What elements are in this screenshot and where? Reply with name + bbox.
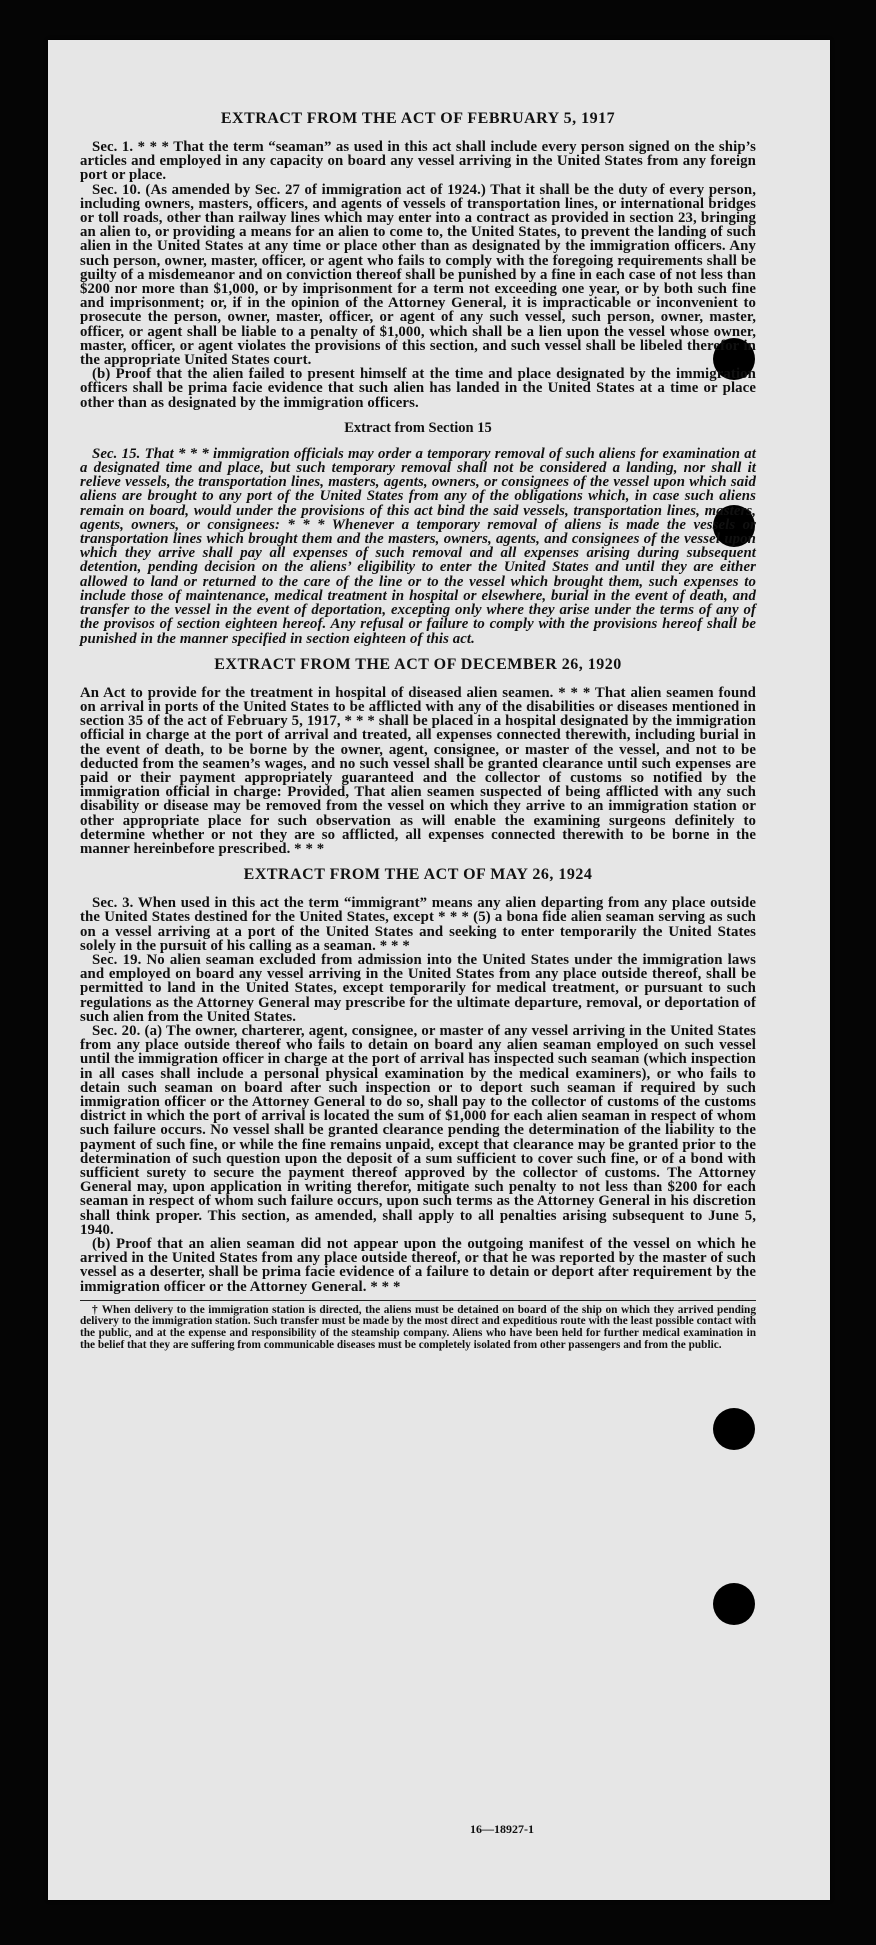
- form-number: 16—18927-1: [470, 1822, 534, 1836]
- document-body: [80, 100, 756, 1351]
- paragraph-sec-10-b: (b) Proof that the alien failed to present himself at the time and place designated by the immigration officers shall be prima facie evidence that such alien has landed in the United States at a time or place other than as designated by the immigration officers.: [80, 366, 756, 411]
- paragraph-act-1920: An Act to provide for the treatment in hospital of diseased alien seamen. * * * That alien seamen found on arrival in ports of the United States to be afflicted with any of the disabilities or diseases mentioned in section 35 of the act of February 5, 1917, * * * shall be placed in a hospital designated by the immigration official in charge at the port of arrival and treated, all expenses connected therewith, including burial in the event of death, to be borne by the owner, agent, consignee, or master of the vessel, and not to be deducted from the seamen’s wages, and no such vessel shall be granted clearance until such expenses are paid or their payment appropriately guaranteed and the collector of customs so notified by the immigration official in charge: Provided, That alien seamen suspected of being afflicted with any such disability or disease may be removed from the vessel on which they arrive to an immigration station or other appropriate place for such observation as will enable the examining surgeons definitely to determine whether or not they are so afflicted, all expenses connected therewith to be borne in the manner hereinbefore prescribed. * * *: [80, 684, 756, 857]
- paragraph-sec-19: Sec. 19. No alien seaman excluded from admission into the United States under the immigration laws and employed on board any vessel arriving in the United States from any place outside thereof, shall be permitted to land in the United States, except temporarily for medical treatment, or pursuant to such regulations as the Attorney General may prescribe for the ultimate departure, removal, or deportation of such alien from the United States.: [80, 951, 756, 1025]
- paragraph-sec-1: Sec. 1. * * * That the term “seaman” as used in this act shall include every person signed on the ship’s articles and employed in any capacity on board any vessel arriving in the United States from any foreign port or place.: [80, 139, 756, 184]
- heading-act-1920: EXTRACT FROM THE ACT OF DECEMBER 26, 1920: [214, 655, 622, 673]
- heading-section-15: Extract from Section 15: [344, 419, 492, 436]
- footnote: † When delivery to the immigration station is directed, the aliens must be detained on board of the ship on which they arrived pending delivery to the immigration station. Such transfer must be made by the most direct and expeditious route with the least possible contact with the public, and at the expense and responsibility of the steamship company. Aliens who have been held for further medical examination in the belief that they are suffering from communicable diseases must be completely isolated from other passengers and from the public.: [80, 1303, 756, 1351]
- punch-hole: [713, 1408, 755, 1450]
- punch-hole: [713, 1583, 755, 1625]
- paragraph-sec-3: Sec. 3. When used in this act the term “immigrant” means any alien departing from any place outside the United States destined for the United States, except * * * (5) a bona fide alien seaman serving as such on a vessel arriving at a port of the United States and seeking to enter temporarily the United States solely in the pursuit of his calling as a seaman. * * *: [80, 895, 756, 954]
- paragraph-sec-10: Sec. 10. (As amended by Sec. 27 of immigration act of 1924.) That it shall be the duty of every person, including owners, masters, officers, and agents of vessels of transportation lines, or international bridges or toll roads, other than railway lines which may enter into a contract as provided in section 23, bringing an alien to, or providing a means for an alien to come to, the United States, to prevent the landing of such alien in the United States at any time or place other than as designated by the immigration officers. Any such person, owner, master, officer, or agent who fails to comply with the foregoing requirements shall be guilty of a misdemeanor and on conviction thereof shall be punished by a fine in each case of not less than $200 nor more than $1,000, or by imprisonment for a term not exceeding one year, or by both such fine and imprisonment; or, if in the opinion of the Attorney General, it is impracticable or inconvenient to prosecute the person, owner, master, officer, or agent of any such vessel, such person, owner, master, officer, or agent shall be liable to a penalty of $1,000, which shall be a lien upon the vessel whose owner, master, officer, or agent violates the provisions of this section, and such vessel shall be libeled therefor in the appropriate United States court.: [80, 181, 756, 369]
- heading-act-1924: EXTRACT FROM THE ACT OF MAY 26, 1924: [243, 866, 593, 884]
- paragraph-sec-20: Sec. 20. (a) The owner, charterer, agent, consignee, or master of any vessel arriving in the United States from any place outside thereof who fails to detain on board any alien seaman employed on such vessel until the immigration officer in charge at the port of arrival has inspected such seaman (which inspection in all cases shall include a personal physical examination by the medical examiners), or who fails to detain such seaman on board after such inspection or to deport such seaman if required by such immigration officer or the Attorney General to do so, shall pay to the collector of customs of the customs district in which the port of arrival is located the sum of $1,000 for each alien seaman in respect of whom such failure occurs. No vessel shall be granted clearance pending the determination of the liability to the payment of such fine, or while the fine remains unpaid, except that clearance may be granted prior to the determination of such question upon the deposit of a sum sufficient to cover such fine, or of a bond with sufficient surety to secure the payment thereof approved by the collector of customs. The Attorney General may, upon application in writing therefor, mitigate such penalty to not less than $200 for each seaman in respect of whom such failure occurs, upon such terms as the Attorney General in his discretion shall think proper. This section, as amended, shall apply to all penalties arising subsequent to June 5, 1940.: [80, 1022, 756, 1238]
- paragraph-sec-15: Sec. 15. That * * * immigration officials may order a temporary removal of such aliens for examination at a designated time and place, but such temporary removal shall not be considered a landing, nor shall it relieve vessels, the transportation lines, masters, agents, owners, or consignees of the vessel upon which said aliens are brought to any port of the United States from any of the obligations which, in case such aliens remain on board, would under the provisions of this act bind the said vessels, transportation lines, masters, agents, owners, or consignees: * * * Whenever a temporary removal of aliens is made the vessels or transportation lines which brought them and the masters, owners, agents, and consignees of the vessel upon which they arrive shall pay all expenses of such removal and all expenses arising during subsequent detention, pending decision on the aliens’ eligibility to enter the United States and until they are either allowed to land or returned to the care of the line or to the vessel which brought them, such expenses to include those of maintenance, medical treatment in hospital or elsewhere, burial in the event of death, and transfer to the vessel in the event of deportation, excepting only where they arise under the terms of any of the provisos of section eighteen hereof. Any refusal or failure to comply with the provisions hereof shall be punished in the manner specified in section eighteen of this act.: [80, 445, 756, 647]
- footnote-divider: [80, 1300, 756, 1301]
- paragraph-sec-20-b: (b) Proof that an alien seaman did not appear upon the outgoing manifest of the vessel on which he arrived in the United States from any place outside thereof, or that he was reported by the master of such vessel as a deserter, shall be prima facie evidence of a failure to detain or deport after requirement by the immigration officer or the Attorney General. * * *: [80, 1236, 756, 1295]
- heading-act-1917: EXTRACT FROM THE ACT OF FEBRUARY 5, 1917: [220, 110, 616, 127]
